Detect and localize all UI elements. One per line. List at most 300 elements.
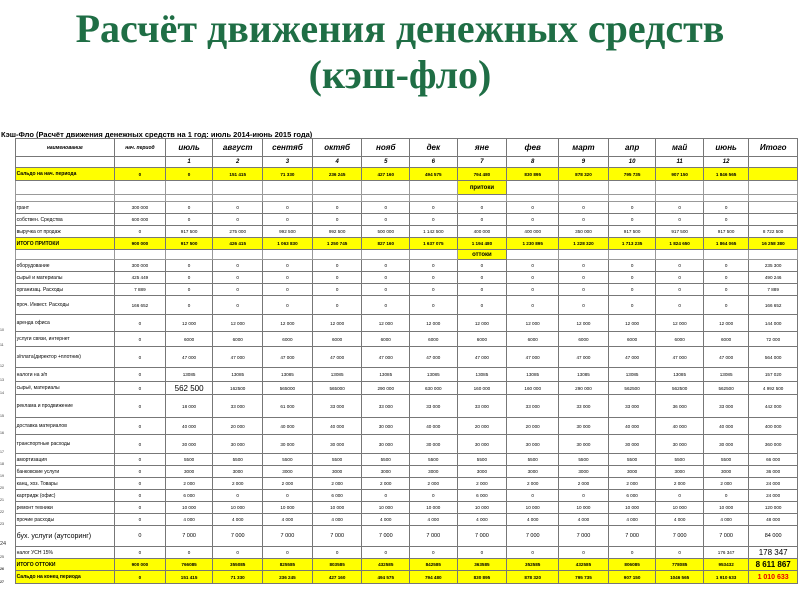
row-total: [749, 214, 798, 226]
row-month-value: 6000: [362, 332, 410, 347]
row-month-value: 13085: [410, 368, 458, 382]
row-month-value: 7 000: [263, 526, 313, 547]
blank-cell: [703, 195, 748, 202]
row-label: ИТОГО ОТТОКИ: [15, 559, 114, 571]
row-month-value: 0: [410, 272, 458, 284]
row-number: [0, 296, 15, 315]
blank-cell: [749, 195, 798, 202]
header-month: апр: [608, 139, 656, 157]
row-month-value: 0: [559, 214, 609, 226]
header-month: июнь: [703, 139, 748, 157]
row-month-value: 3000: [559, 466, 609, 478]
row-month-value: 5500: [213, 454, 263, 466]
row-month-value: 0: [656, 272, 704, 284]
row-month-value: 33 000: [703, 395, 748, 418]
row-month-value: 426 415: [213, 238, 263, 250]
row-number: 25: [0, 554, 4, 559]
row-month-value: 71 330: [213, 571, 263, 584]
row-start-value: 0: [115, 466, 166, 478]
row-month-value: 400 000: [507, 226, 559, 238]
row-total: 490 246: [749, 272, 798, 284]
row-month-value: 40 000: [656, 418, 704, 435]
row-month-value: 13085: [656, 368, 704, 382]
row-number-cell: [0, 139, 15, 157]
row-month-value: 352585: [507, 559, 559, 571]
row-month-value: 2 000: [703, 478, 748, 490]
row-number: 20: [0, 485, 4, 490]
row-month-value: 33 000: [213, 395, 263, 418]
row-month-value: 20 000: [457, 418, 507, 435]
row-month-value: 0: [410, 490, 458, 502]
row-month-value: 0: [457, 296, 507, 315]
row-month-value: 0: [457, 214, 507, 226]
row-total: 24 000: [749, 490, 798, 502]
row-total: 400 000: [749, 418, 798, 435]
row-month-value: 30 000: [263, 435, 313, 454]
row-month-value: 0: [213, 296, 263, 315]
row-start-value: 900 000: [115, 238, 166, 250]
blank-cell: [507, 195, 559, 202]
row-month-value: 1 142 500: [410, 226, 458, 238]
row-month-value: 7 000: [165, 526, 213, 547]
row-month-value: 4 000: [263, 514, 313, 526]
row-month-value: 0: [559, 490, 609, 502]
blank-cell: [15, 250, 114, 260]
row-month-value: 33 000: [312, 395, 362, 418]
row-start-value: 0: [115, 332, 166, 347]
header-name: наименование: [15, 139, 114, 157]
row-month-value: 40 000: [608, 418, 656, 435]
row-label: налог УСН 15%: [15, 547, 114, 559]
row-month-value: 13085: [165, 368, 213, 382]
row-total: 8 611 867: [749, 559, 798, 571]
row-month-value: 917 500: [165, 238, 213, 250]
row-month-value: 0: [608, 547, 656, 559]
row-month-value: 236 245: [263, 571, 313, 584]
row-month-value: 427 160: [362, 168, 410, 181]
row-month-value: 3000: [507, 466, 559, 478]
row-month-value: 5500: [410, 454, 458, 466]
cashflow-table: [0, 138, 798, 584]
row-start-value: 0: [115, 435, 166, 454]
blank-cell: [165, 181, 213, 195]
row-month-value: 5500: [362, 454, 410, 466]
row-month-value: 10 000: [608, 502, 656, 514]
header-month: нояб: [362, 139, 410, 157]
row-total: [749, 202, 798, 214]
row-number: 12: [0, 363, 4, 368]
row-month-value: 2 000: [656, 478, 704, 490]
row-month-value: 0: [656, 547, 704, 559]
row-month-value: 0: [362, 296, 410, 315]
row-month-value: 0: [213, 260, 263, 272]
blank-cell: [507, 250, 559, 260]
row-month-value: 6 000: [608, 490, 656, 502]
row-number: 17: [0, 449, 4, 454]
row-month-value: 20 000: [507, 418, 559, 435]
row-total: [749, 168, 798, 181]
row-month-value: 40 000: [312, 418, 362, 435]
row-month-value: 12 000: [608, 315, 656, 332]
header-month: май: [656, 139, 704, 157]
row-month-value: 6000: [608, 332, 656, 347]
row-month-value: 12 000: [165, 315, 213, 332]
row-month-value: 7 000: [656, 526, 704, 547]
row-month-value: 2 000: [165, 478, 213, 490]
row-month-value: 795 735: [608, 168, 656, 181]
row-month-value: 2 000: [410, 478, 458, 490]
row-label: налоги на з/п: [15, 368, 114, 382]
row-month-value: 878 320: [507, 571, 559, 584]
outflow-row: [0, 347, 798, 368]
row-month-value: 12 000: [703, 315, 748, 332]
row-month-value: 0: [410, 296, 458, 315]
row-start-value: 0: [115, 226, 166, 238]
blank-cell: [410, 181, 458, 195]
row-month-value: 907 150: [608, 571, 656, 584]
row-month-value: 0: [263, 202, 313, 214]
row-month-value: 2 000: [213, 478, 263, 490]
inflows-section-row: [0, 181, 798, 195]
row-number: 11: [0, 342, 4, 347]
row-total: 157 020: [749, 368, 798, 382]
row-month-value: 33 000: [457, 395, 507, 418]
row-month-value: 917 500: [656, 226, 704, 238]
row-month-value: 33 000: [608, 395, 656, 418]
header-month: июль: [165, 139, 213, 157]
header-row: [0, 139, 798, 157]
blank-cell: [213, 250, 263, 260]
row-total: 36 000: [749, 466, 798, 478]
row-label: бух. услуги (аутсоринг): [15, 526, 114, 547]
row-month-value: 1 637 075: [410, 238, 458, 250]
row-month-value: 290 000: [559, 382, 609, 395]
header-blank: [749, 157, 798, 168]
spacer-row: [0, 195, 798, 202]
row-month-value: 0: [410, 260, 458, 272]
row-month-value: 2 000: [263, 478, 313, 490]
row-month-value: 3000: [263, 466, 313, 478]
blank-cell: [559, 250, 609, 260]
row-month-value: 0: [703, 202, 748, 214]
row-month-value: 363585: [457, 559, 507, 571]
row-number: 23: [0, 521, 4, 526]
outflow-row: [0, 526, 798, 547]
row-total: 24 000: [749, 478, 798, 490]
row-month-value: 0: [263, 547, 313, 559]
row-month-value: 0: [213, 214, 263, 226]
table-caption: Кэш-Фло (Расчёт движения денежных средств на 1 год: июль 2014-июнь 2015 года): [1, 130, 313, 139]
row-month-value: 13085: [559, 368, 609, 382]
row-month-value: 0: [362, 272, 410, 284]
row-total: 178 347: [749, 547, 798, 559]
row-month-value: 400 000: [457, 226, 507, 238]
row-total: 72 000: [749, 332, 798, 347]
row-month-value: 30 000: [559, 435, 609, 454]
row-month-value: 7 000: [410, 526, 458, 547]
row-label: аренда офиса: [15, 315, 114, 332]
header-month-number: 3: [263, 157, 313, 168]
row-month-value: 7 000: [362, 526, 410, 547]
row-number: 18: [0, 461, 4, 466]
row-number-cell: [0, 181, 15, 195]
row-month-value: 5500: [656, 454, 704, 466]
row-month-value: 18 000: [165, 395, 213, 418]
row-month-value: 0: [559, 202, 609, 214]
row-month-value: 0: [410, 547, 458, 559]
outflow-row: [0, 454, 798, 466]
row-month-value: 0: [362, 284, 410, 296]
row-number: 15: [0, 413, 4, 418]
outflow-row: [0, 315, 798, 332]
row-month-value: 0: [608, 272, 656, 284]
inflows-section-title: притоки: [457, 181, 507, 195]
row-month-value: 0: [703, 296, 748, 315]
row-label: картридж (офис): [15, 490, 114, 502]
blank-cell: [410, 195, 458, 202]
row-total: 564 000: [749, 347, 798, 368]
blank-cell: [165, 250, 213, 260]
row-month-value: 778085: [656, 559, 704, 571]
row-month-value: 355085: [213, 559, 263, 571]
row-month-value: 4 000: [608, 514, 656, 526]
row-start-value: 300 000: [115, 202, 166, 214]
row-month-value: 562500: [703, 382, 748, 395]
row-month-value: 1 846 565: [703, 168, 748, 181]
row-month-value: 3000: [703, 466, 748, 478]
row-month-value: 2 000: [608, 478, 656, 490]
row-number: 19: [0, 473, 4, 478]
blank-cell: [115, 250, 166, 260]
blank-cell: [263, 181, 313, 195]
row-month-value: 4 000: [656, 514, 704, 526]
blank-cell: [608, 250, 656, 260]
row-total: 8 722 500: [749, 226, 798, 238]
table-body: [0, 139, 798, 584]
row-month-value: 432585: [362, 559, 410, 571]
row-month-value: 5500: [608, 454, 656, 466]
row-month-value: 33 000: [410, 395, 458, 418]
row-month-value: 6000: [213, 332, 263, 347]
row-month-value: 494 575: [362, 571, 410, 584]
row-start-value: 0: [115, 347, 166, 368]
row-month-value: 7 000: [213, 526, 263, 547]
row-month-value: 907 150: [656, 168, 704, 181]
header-month-number: 11: [656, 157, 704, 168]
row-month-value: 7 000: [559, 526, 609, 547]
row-label: оборудование: [15, 260, 114, 272]
blank-cell: [15, 181, 114, 195]
row-month-value: 3000: [410, 466, 458, 478]
row-start-value: 0: [115, 571, 166, 584]
row-month-value: 160 000: [507, 382, 559, 395]
blank-cell: [749, 250, 798, 260]
title-line-1: Расчёт движения денежных средств: [75, 6, 725, 51]
row-month-value: 47 000: [608, 347, 656, 368]
header-month-number: 9: [559, 157, 609, 168]
row-month-value: 30 000: [703, 435, 748, 454]
row-month-value: 5500: [263, 454, 313, 466]
row-month-value: 30 000: [213, 435, 263, 454]
header-month-number: 8: [507, 157, 559, 168]
row-month-value: 5500: [457, 454, 507, 466]
row-number: [0, 272, 15, 284]
row-month-value: 47 000: [703, 347, 748, 368]
row-month-value: 33 000: [559, 395, 609, 418]
row-month-value: 1046 565: [656, 571, 704, 584]
row-month-value: 3000: [457, 466, 507, 478]
row-month-value: 5500: [312, 454, 362, 466]
header-month: сентяб: [263, 139, 313, 157]
row-month-value: 0: [608, 202, 656, 214]
row-start-value: 0: [115, 502, 166, 514]
row-month-value: 5500: [559, 454, 609, 466]
row-month-value: 40 000: [410, 418, 458, 435]
outflow-row: [0, 514, 798, 526]
row-month-value: 7 000: [703, 526, 748, 547]
row-month-value: 6000: [410, 332, 458, 347]
row-month-value: 30 000: [457, 435, 507, 454]
row-month-value: 12 000: [362, 315, 410, 332]
row-month-value: 4 000: [410, 514, 458, 526]
inflow-row: [0, 202, 798, 214]
blank-cell: [312, 181, 362, 195]
row-month-value: 33 000: [362, 395, 410, 418]
blank-cell: [559, 181, 609, 195]
row-month-value: 6 000: [457, 490, 507, 502]
row-number: 21: [0, 497, 4, 502]
header-total: Итого: [749, 139, 798, 157]
row-month-value: 794 480: [457, 168, 507, 181]
row-start-value: 0: [115, 478, 166, 490]
row-month-value: 803585: [312, 559, 362, 571]
row-month-value: 0: [213, 272, 263, 284]
row-month-value: 13085: [507, 368, 559, 382]
inflow-row: [0, 226, 798, 238]
row-month-value: 500 000: [362, 226, 410, 238]
row-month-value: 0: [703, 284, 748, 296]
row-month-value: 0: [656, 284, 704, 296]
row-month-value: 432585: [559, 559, 609, 571]
row-month-value: 33 000: [507, 395, 559, 418]
row-month-value: 1 910 633: [703, 571, 748, 584]
row-month-value: 0: [703, 260, 748, 272]
row-month-value: 2 000: [507, 478, 559, 490]
row-month-value: 0: [362, 260, 410, 272]
blank-cell: [362, 250, 410, 260]
row-month-value: 0: [312, 547, 362, 559]
row-month-value: 0: [559, 296, 609, 315]
blank-cell: [15, 195, 114, 202]
row-number-cell: [0, 157, 15, 168]
header-month-number: 4: [312, 157, 362, 168]
row-month-value: 953432: [703, 559, 748, 571]
outflow-row: [0, 478, 798, 490]
row-month-value: 12 000: [410, 315, 458, 332]
row-month-value: 10 000: [165, 502, 213, 514]
row-label: банковские услуги: [15, 466, 114, 478]
blank-cell: [703, 250, 748, 260]
row-total: 166 652: [749, 296, 798, 315]
row-month-value: 6 000: [312, 490, 362, 502]
row-month-value: 0: [312, 272, 362, 284]
outflow-row: [0, 466, 798, 478]
row-month-value: 0: [362, 214, 410, 226]
row-month-value: 0: [312, 284, 362, 296]
row-number-cell: [0, 250, 15, 260]
outflow-row: [0, 395, 798, 418]
row-month-value: 7 000: [457, 526, 507, 547]
outflow-row: [0, 332, 798, 347]
blank-cell: [608, 195, 656, 202]
row-month-value: 0: [457, 284, 507, 296]
row-label: з/плата(директор +плотник): [15, 347, 114, 368]
row-start-value: 0: [115, 526, 166, 547]
blank-cell: [213, 181, 263, 195]
row-month-value: 151 415: [165, 571, 213, 584]
row-label: выручка от продаж: [15, 226, 114, 238]
row-month-value: 494 575: [410, 168, 458, 181]
row-month-value: 0: [312, 260, 362, 272]
row-total: 360 000: [749, 435, 798, 454]
row-month-value: 0: [507, 284, 559, 296]
row-start-value: 0: [115, 514, 166, 526]
row-month-value: 0: [165, 547, 213, 559]
row-month-value: 30 000: [507, 435, 559, 454]
row-month-value: 13085: [703, 368, 748, 382]
row-total: 442 000: [749, 395, 798, 418]
row-month-value: 0: [656, 490, 704, 502]
row-start-value: 900 000: [115, 559, 166, 571]
row-month-value: 10 000: [312, 502, 362, 514]
header-month: август: [213, 139, 263, 157]
row-month-value: 6000: [656, 332, 704, 347]
row-number: [0, 214, 15, 226]
row-month-value: 0: [507, 260, 559, 272]
row-month-value: 6 000: [165, 490, 213, 502]
row-total: 16 258 380: [749, 238, 798, 250]
row-month-value: 61 000: [263, 395, 313, 418]
row-month-value: 4 000: [457, 514, 507, 526]
row-month-value: 0: [362, 202, 410, 214]
row-month-value: 3000: [608, 466, 656, 478]
row-month-value: 0: [263, 260, 313, 272]
row-month-value: 0: [165, 168, 213, 181]
row-month-value: 0: [312, 296, 362, 315]
outflow-row: [0, 382, 798, 395]
row-month-value: 30 000: [312, 435, 362, 454]
row-number: [0, 226, 15, 238]
row-number: 16: [0, 430, 4, 435]
row-month-value: 47 000: [656, 347, 704, 368]
row-start-value: 300 000: [115, 260, 166, 272]
row-month-value: 0: [165, 202, 213, 214]
row-month-value: 162500: [213, 382, 263, 395]
row-number: 26: [0, 566, 4, 571]
row-month-value: 3000: [312, 466, 362, 478]
row-month-value: 7 000: [312, 526, 362, 547]
row-label: услуги связи, интернет: [15, 332, 114, 347]
row-month-value: 47 000: [507, 347, 559, 368]
row-month-value: 0: [410, 214, 458, 226]
row-month-value: 0: [656, 260, 704, 272]
row-month-value: 4 000: [507, 514, 559, 526]
header-month-number: 12: [703, 157, 748, 168]
row-label: канц, хоз. Товары: [15, 478, 114, 490]
row-month-value: 4 000: [312, 514, 362, 526]
row-month-value: 20 000: [213, 418, 263, 435]
row-month-value: 794 480: [410, 571, 458, 584]
